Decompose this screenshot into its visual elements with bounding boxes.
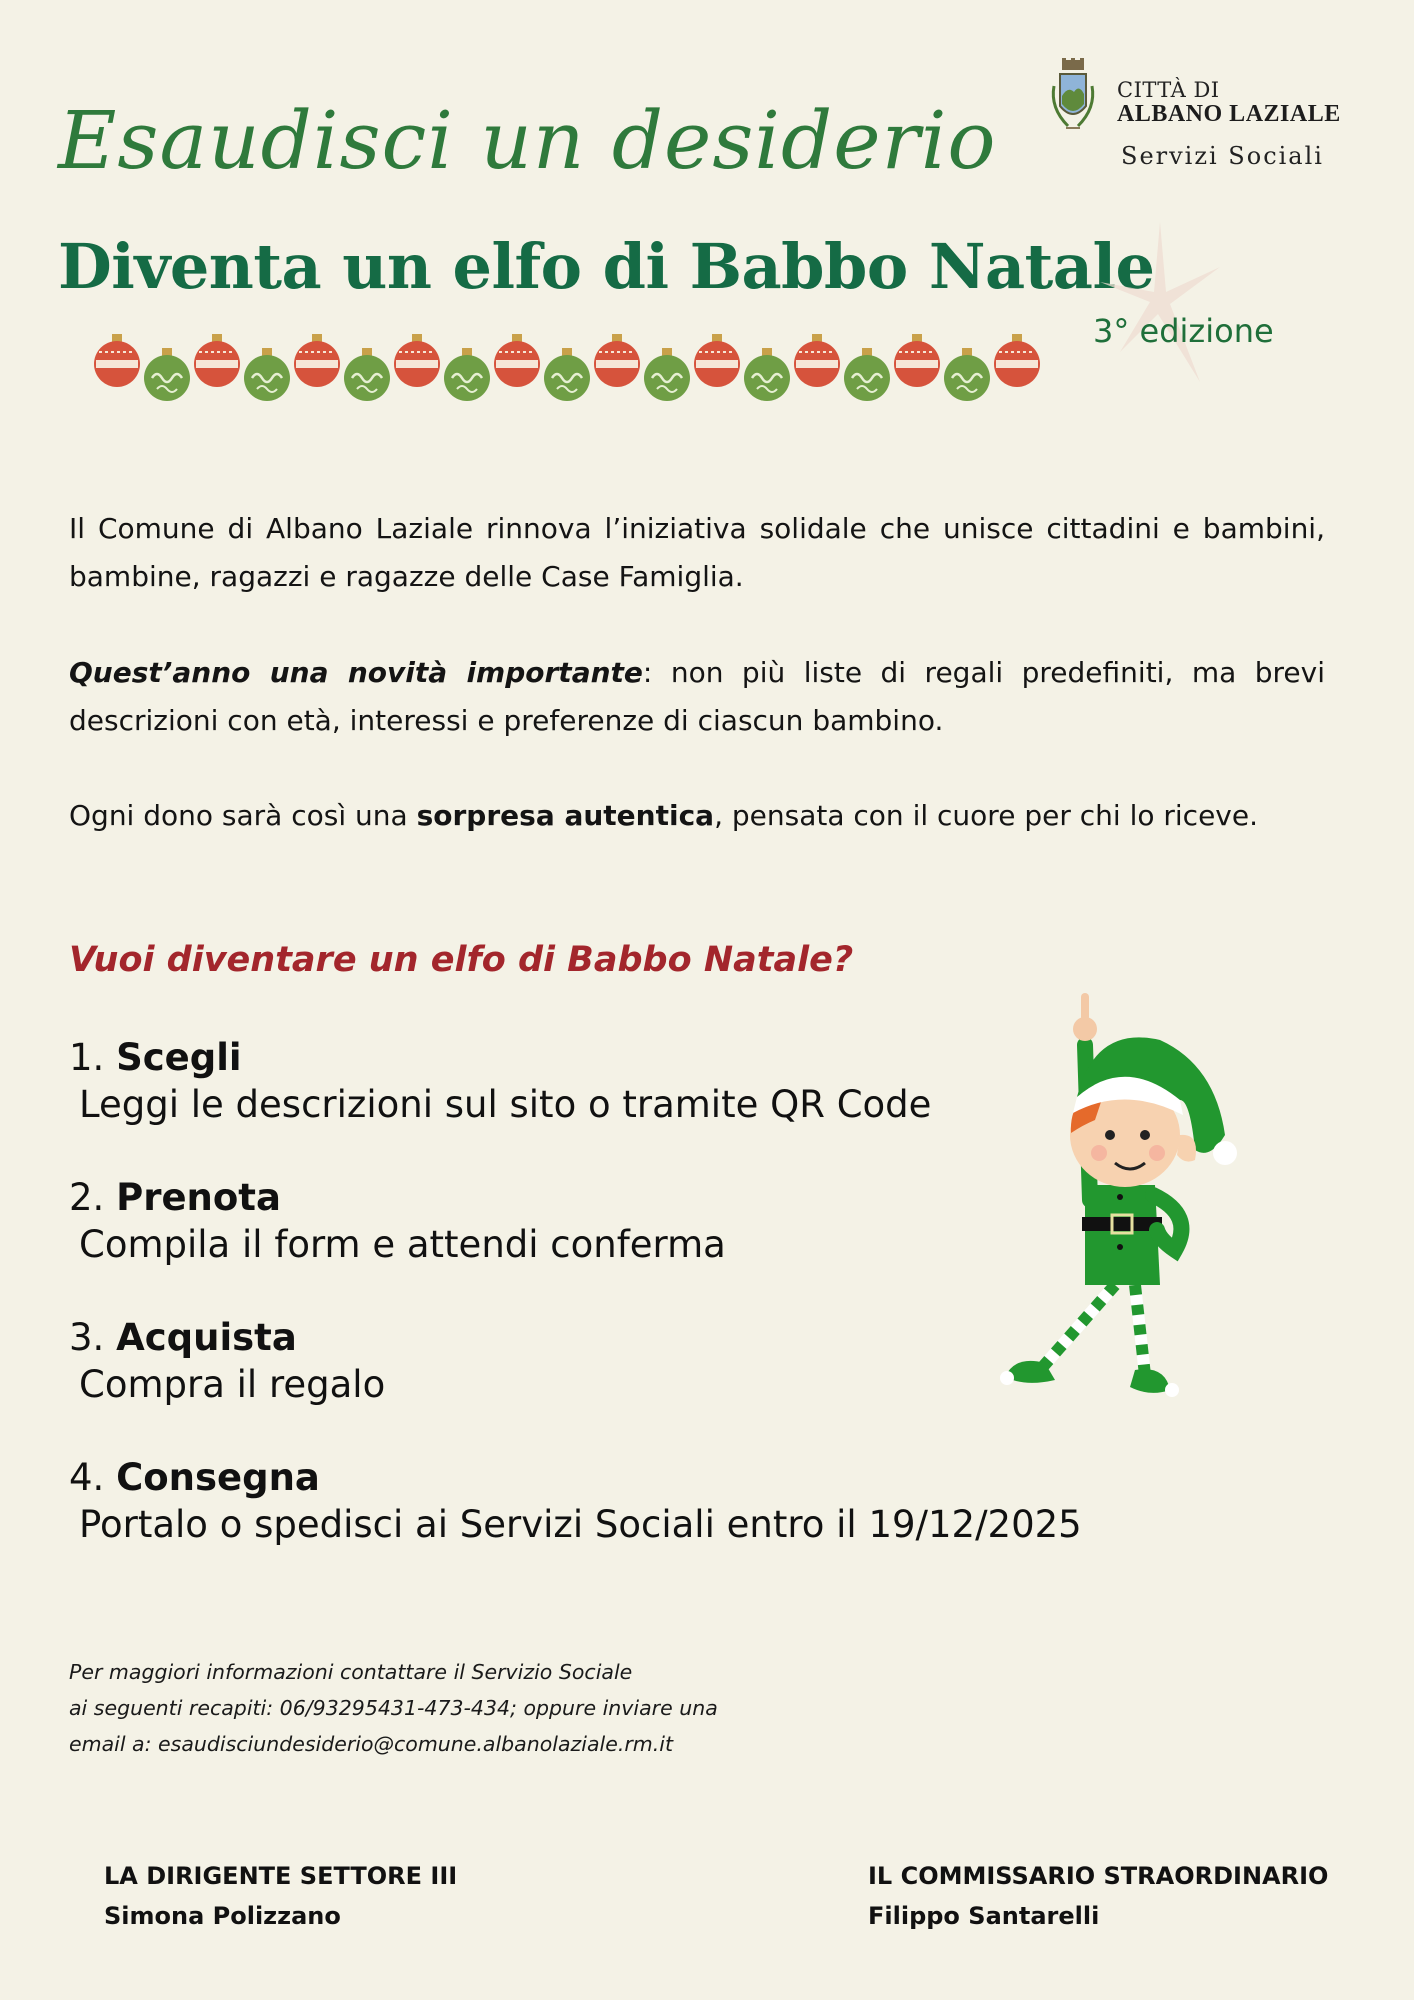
intro-paragraph-2 — [69, 649, 1325, 745]
signature-left — [104, 1856, 457, 1936]
step-number: 2. — [69, 1176, 117, 1219]
step-description: Leggi le descrizioni sul sito o tramite QR Code — [79, 1083, 932, 1126]
signature-name: Filippo Santarelli — [868, 1902, 1100, 1930]
novelty-emphasis: Quest’anno una novità importante — [69, 656, 643, 689]
contact-line: Per maggiori informazioni contattare il Servizio Sociale — [69, 1660, 633, 1684]
ornament-garland — [92, 328, 1052, 408]
christmas-bauble-icon — [744, 348, 790, 401]
christmas-bauble-icon — [844, 348, 890, 401]
city-prefix: CITTÀ DI — [1117, 78, 1220, 102]
step-description: Compra il regalo — [79, 1363, 386, 1406]
contact-line: ai seguenti recapiti: 06/93295431-473-434; oppure inviare una — [69, 1696, 718, 1720]
surprise-text-end: , pensata con il cuore per chi lo riceve. — [714, 799, 1258, 832]
christmas-bauble-icon — [394, 334, 440, 387]
christmas-bauble-icon — [794, 334, 840, 387]
christmas-bauble-icon — [294, 334, 340, 387]
city-name: ALBANO LAZIALE — [1117, 101, 1341, 127]
department-name: Servizi Sociali — [1121, 142, 1324, 170]
christmas-bauble-icon — [144, 348, 190, 401]
step-description: Compila il form e attendi conferma — [79, 1223, 726, 1266]
step-title: Consegna — [116, 1456, 320, 1499]
step-deliver — [69, 1454, 1082, 1548]
edition-label: 3° edizione — [1093, 312, 1274, 350]
step-title: Scegli — [116, 1036, 242, 1079]
christmas-bauble-icon — [994, 334, 1040, 387]
novelty-text: : non più liste di regali predefiniti, ma brevi descrizioni con età, interessi e preferenze di ciascun bambino. — [69, 656, 1325, 737]
city-coat-of-arms-icon — [1048, 58, 1098, 148]
surprise-emphasis: sorpresa autentica — [416, 799, 715, 832]
step-number: 1. — [69, 1036, 117, 1079]
call-to-action-question: Vuoi diventare un elfo di Babbo Natale? — [69, 940, 854, 980]
script-title: Esaudisci un desiderio — [58, 94, 997, 187]
step-number: 3. — [69, 1316, 117, 1359]
contact-line: email a: esaudisciundesiderio@comune.albanolaziale.rm.it — [69, 1732, 674, 1756]
christmas-bauble-icon — [244, 348, 290, 401]
christmas-bauble-icon — [594, 334, 640, 387]
step-title: Acquista — [116, 1316, 297, 1359]
christmas-bauble-icon — [644, 348, 690, 401]
intro-paragraph-1: Il Comune di Albano Laziale rinnova l’iniziativa solidale che unisce cittadini e bambini, bambine, ragazzi e ragazze delle Case Famiglia. — [69, 512, 1325, 593]
christmas-bauble-icon — [544, 348, 590, 401]
christmas-bauble-icon — [494, 334, 540, 387]
christmas-bauble-icon — [194, 334, 240, 387]
christmas-bauble-icon — [694, 334, 740, 387]
signature-right — [868, 1856, 1328, 1936]
step-description: Portalo o spedisci ai Servizi Sociali entro il 19/12/2025 — [79, 1503, 1082, 1546]
elf-illustration — [985, 985, 1295, 1415]
step-buy — [69, 1314, 385, 1408]
signature-role: IL COMMISSARIO STRAORDINARIO — [868, 1862, 1329, 1890]
step-book — [69, 1174, 726, 1268]
christmas-bauble-icon — [944, 348, 990, 401]
christmas-bauble-icon — [444, 348, 490, 401]
contact-info — [69, 1654, 718, 1762]
signature-name: Simona Polizzano — [104, 1902, 341, 1930]
step-choose — [69, 1034, 931, 1128]
main-title: Diventa un elfo di Babbo Natale — [58, 230, 1155, 303]
christmas-bauble-icon — [344, 348, 390, 401]
step-title: Prenota — [116, 1176, 281, 1219]
christmas-bauble-icon — [894, 334, 940, 387]
surprise-text-start: Ogni dono sarà così una — [69, 799, 417, 832]
step-number: 4. — [69, 1456, 117, 1499]
christmas-bauble-icon — [94, 334, 140, 387]
sparkle-star-icon — [1100, 222, 1220, 382]
intro-paragraph-3 — [69, 792, 1325, 840]
signature-role: LA DIRIGENTE SETTORE III — [104, 1862, 458, 1890]
